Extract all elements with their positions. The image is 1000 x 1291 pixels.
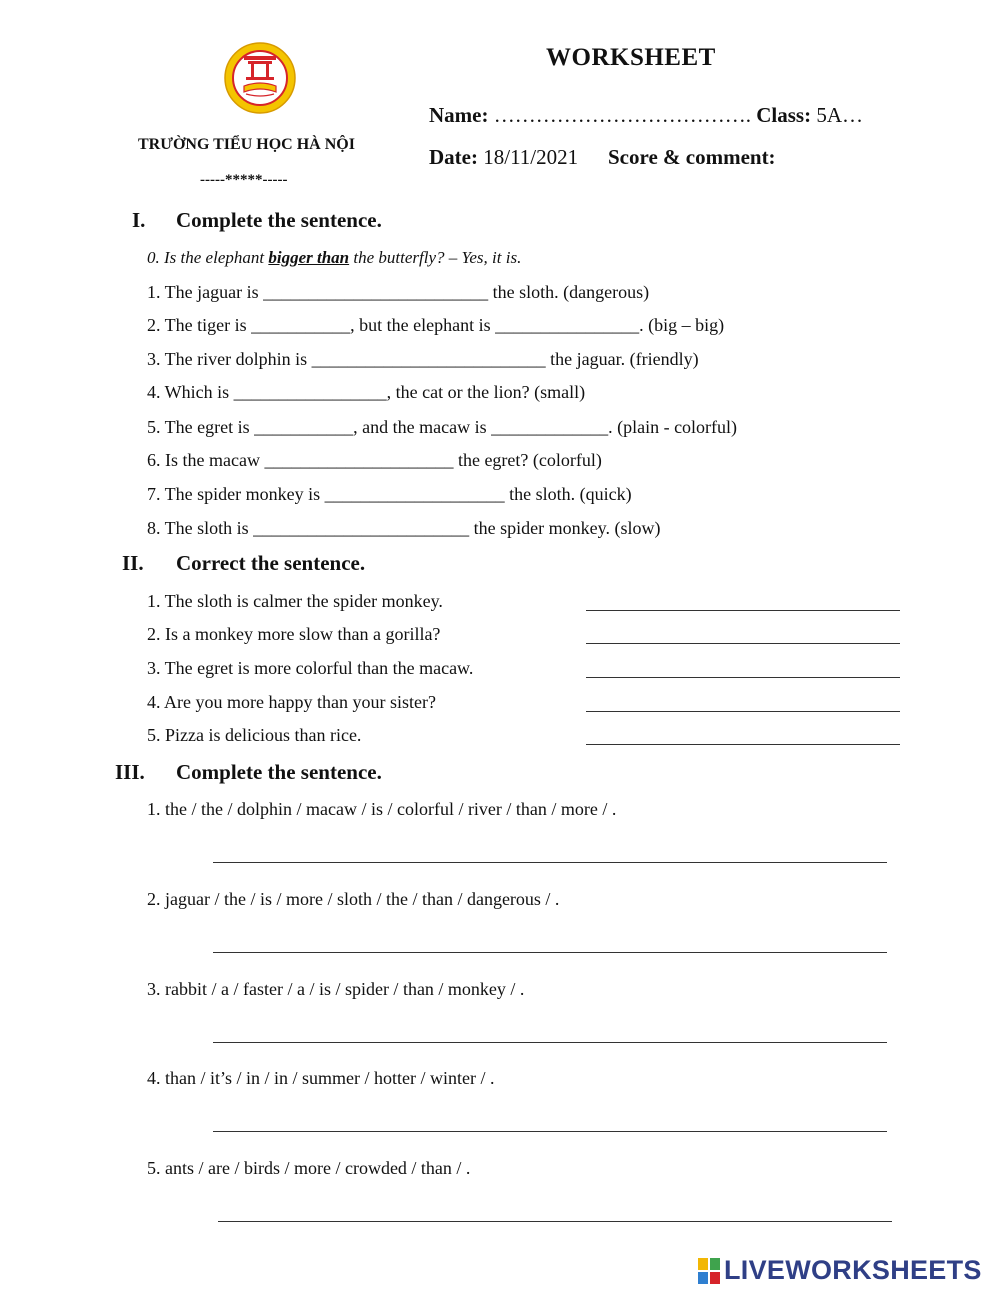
section-3-item: 5. ants / are / birds / more / crowded / than / . [147,1158,471,1178]
section-1-item[interactable]: 6. Is the macaw _____________________ the egret? (colorful) [147,450,602,470]
answer-line[interactable] [586,711,900,712]
class-label: Class: [756,103,812,127]
name-class-line [429,103,863,128]
school-emblem-icon [224,42,296,114]
section-2-numeral: II. [122,551,144,575]
answer-line[interactable] [218,1221,892,1222]
date-line [429,145,578,170]
section-3-item: 2. jaguar / the / is / more / sloth / the / than / dangerous / . [147,889,560,909]
section-1-item[interactable]: 2. The tiger is ___________, but the elephant is ________________. (big – big) [147,315,725,335]
section-3-title: Complete the sentence. [176,760,382,784]
section-3-item: 1. the / the / dolphin / macaw / is / colorful / river / than / more / . [147,799,617,819]
section-1-item[interactable]: 8. The sloth is ________________________ the spider monkey. (slow) [147,518,661,538]
example-answer: bigger than [268,248,350,267]
answer-line[interactable] [213,952,887,953]
score-comment [608,145,776,170]
section-1-example: 0. Is the elephant bigger than the butterfly? – Yes, it is. [147,248,522,267]
answer-line[interactable] [586,744,900,745]
class-value: 5A… [811,103,863,127]
answer-line[interactable] [213,1131,887,1132]
name-label: Name: [429,103,489,127]
section-2-item: 3. The egret is more colorful than the macaw. [147,658,474,678]
answer-line[interactable] [586,677,900,678]
answer-line[interactable] [586,610,900,611]
section-3-item: 4. than / it’s / in / in / summer / hotter / winter / . [147,1068,495,1088]
section-1-item[interactable]: 1. The jaguar is _________________________ the sloth. (dangerous) [147,282,650,302]
school-name: TRƯỜNG TIỂU HỌC HÀ NỘI [138,136,355,153]
answer-line[interactable] [213,1042,887,1043]
liveworksheets-logo-icon [698,1258,720,1284]
answer-line[interactable] [586,643,900,644]
section-2-item: 2. Is a monkey more slow than a gorilla? [147,624,441,644]
page-title: WORKSHEET [546,44,716,71]
section-2-title: Correct the sentence. [176,551,366,575]
section-3-numeral: III. [115,760,145,784]
section-1-numeral: I. [132,208,146,232]
section-2-item: 5. Pizza is delicious than rice. [147,725,362,745]
date-label: Date: [429,145,478,169]
section-1-item[interactable]: 4. Which is _________________, the cat or the lion? (small) [147,382,586,402]
section-2-item: 4. Are you more happy than your sister? [147,692,436,712]
name-input-dots[interactable]: ………………………………. [488,103,757,127]
header-separator: -----*****----- [200,172,288,188]
date-value: 18/11/2021 [477,145,579,169]
section-2-item: 1. The sloth is calmer the spider monkey. [147,591,443,611]
liveworksheets-brand [698,1255,982,1286]
section-1-item[interactable]: 3. The river dolphin is __________________________ the jaguar. (friendly) [147,349,699,369]
section-1-item[interactable]: 5. The egret is ___________, and the macaw is _____________. (plain - colorful) [147,417,738,437]
answer-line[interactable] [213,862,887,863]
brand-text: LIVEWORKSHEETS [724,1255,982,1285]
section-1-title: Complete the sentence. [176,208,382,232]
section-3-item: 3. rabbit / a / faster / a / is / spider / than / monkey / . [147,979,525,999]
section-1-item[interactable]: 7. The spider monkey is ____________________ the sloth. (quick) [147,484,632,504]
score-label: Score & comment: [608,145,776,169]
